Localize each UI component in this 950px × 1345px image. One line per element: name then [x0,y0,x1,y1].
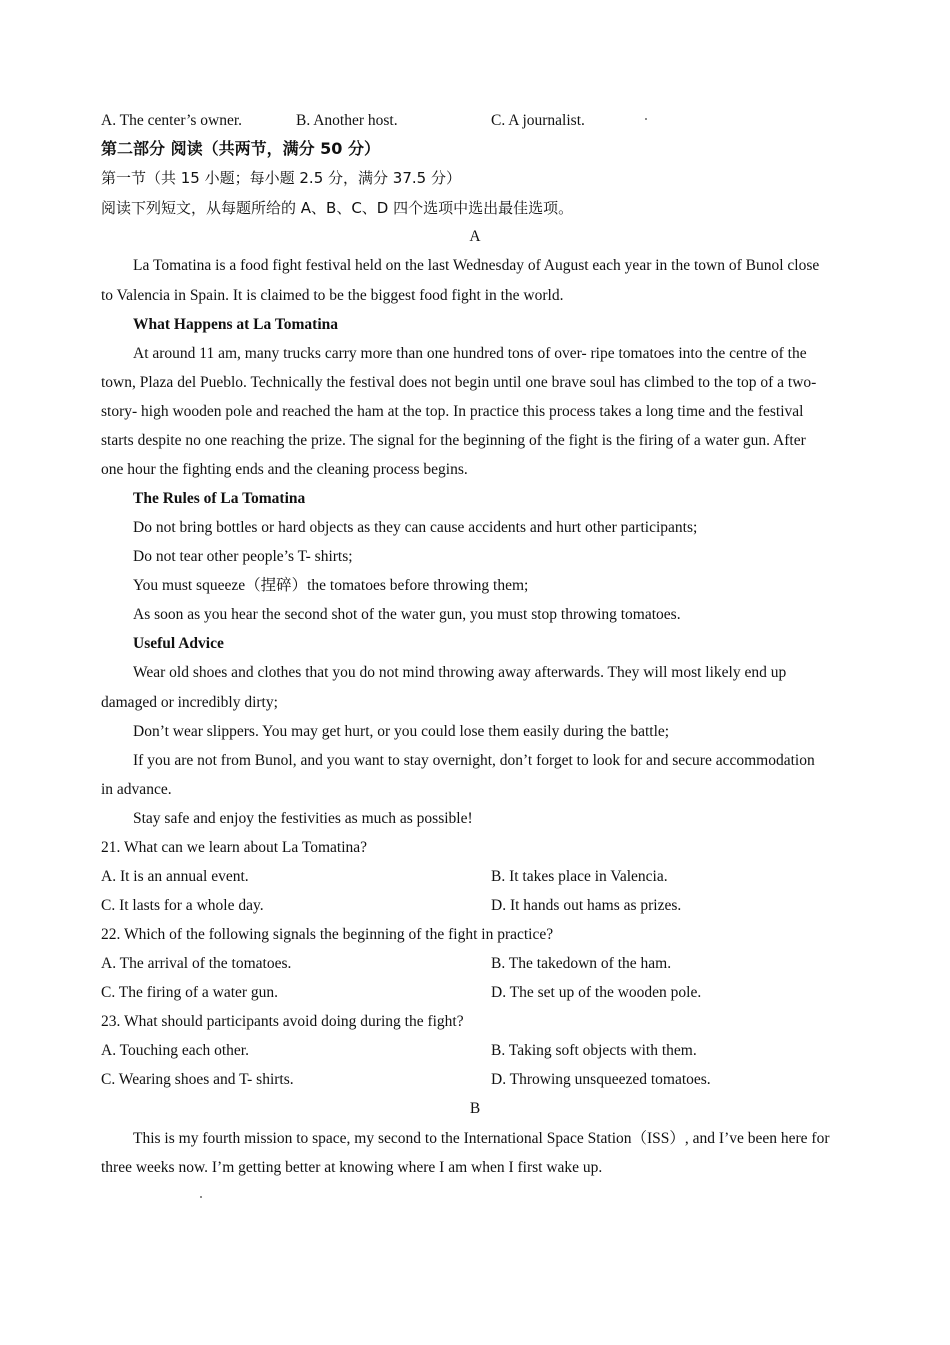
scan-dot [645,118,647,120]
passage-b-intro-line: This is my fourth mission to space, my second to the International Space Station（ISS）, and I’ve been here for [133,1130,830,1147]
question-option: C. It lasts for a whole day. [101,897,264,914]
question-option: B. It takes place in Valencia. [491,868,668,885]
option-b-top: B. Another host. [296,112,398,129]
scan-dot [200,1196,202,1198]
instructions: 阅读下列短文，从每题所给的 A、B、C、D 四个选项中选出最佳选项。 [101,199,574,217]
option-c-top: C. A journalist. [491,112,585,129]
question-option: D. Throwing unsqueezed tomatoes. [491,1071,711,1088]
rule-item: As soon as you hear the second shot of the water gun, you must stop throwing tomatoes. [133,606,681,623]
question-stem: 21. What can we learn about La Tomatina? [101,839,368,856]
advice-line: in advance. [101,781,172,798]
question-option: C. The firing of a water gun. [101,984,279,1001]
happens-line: story- high wooden pole and reached the ham at the top. In practice this process takes a long time and the festival [101,403,804,420]
question-option: D. It hands out hams as prizes. [491,897,682,914]
passage-a-intro-line: to Valencia in Spain. It is claimed to be the biggest food fight in the world. [101,287,564,304]
heading-advice: Useful Advice [133,635,224,652]
advice-line: If you are not from Bunol, and you want to stay overnight, don’t forget to look for and secure accommodation [133,752,815,769]
advice-line: damaged or incredibly dirty; [101,694,278,711]
question-stem: 22. Which of the following signals the beginning of the fight in practice? [101,926,554,943]
advice-line: Don’t wear slippers. You may get hurt, or you could lose them easily during the battle; [133,723,670,740]
rule-item: Do not bring bottles or hard objects as they can cause accidents and hurt other participants; [133,519,698,536]
part2-title: 第二部分 阅读（共两节，满分 50 分） [101,139,380,158]
question-option: A. Touching each other. [101,1042,249,1059]
question-option: A. The arrival of the tomatoes. [101,955,292,972]
option-a-top: A. The center’s owner. [101,112,243,129]
question-stem: 23. What should participants avoid doing during the fight? [101,1013,464,1030]
question-option: A. It is an annual event. [101,868,249,885]
happens-line: At around 11 am, many trucks carry more than one hundred tons of over- ripe tomatoes into the centre of the [133,345,807,362]
question-option: B. The takedown of the ham. [491,955,672,972]
rule-item: You must squeeze（捏碎）the tomatoes before throwing them; [133,577,529,594]
heading-what-happens: What Happens at La Tomatina [133,316,338,333]
rule-item: Do not tear other people’s T- shirts; [133,548,353,565]
advice-line: Wear old shoes and clothes that you do not mind throwing away afterwards. They will most likely end up [133,664,787,681]
heading-rules: The Rules of La Tomatina [133,490,306,507]
section1-title: 第一节（共 15 小题；每小题 2.5 分，满分 37.5 分） [101,169,461,187]
happens-line: starts despite no one reaching the prize. The signal for the beginning of the fight is the firing of a water gun. After [101,432,806,449]
question-option: C. Wearing shoes and T- shirts. [101,1071,294,1088]
happens-line: one hour the fighting ends and the cleaning process begins. [101,461,468,478]
question-option: B. Taking soft objects with them. [491,1042,697,1059]
passage-b-intro-line: three weeks now. I’m getting better at knowing where I am when I first wake up. [101,1159,603,1176]
advice-line: Stay safe and enjoy the festivities as much as possible! [133,810,473,827]
passage-a-label: A [469,228,481,245]
happens-line: town, Plaza del Pueblo. Technically the festival does not begin until one brave soul has climbed to the top of a two- [101,374,817,391]
passage-a-intro-line: La Tomatina is a food fight festival held on the last Wednesday of August each year in the town of Bunol close [133,257,820,274]
passage-b-label: B [469,1100,481,1117]
question-option: D. The set up of the wooden pole. [491,984,702,1001]
